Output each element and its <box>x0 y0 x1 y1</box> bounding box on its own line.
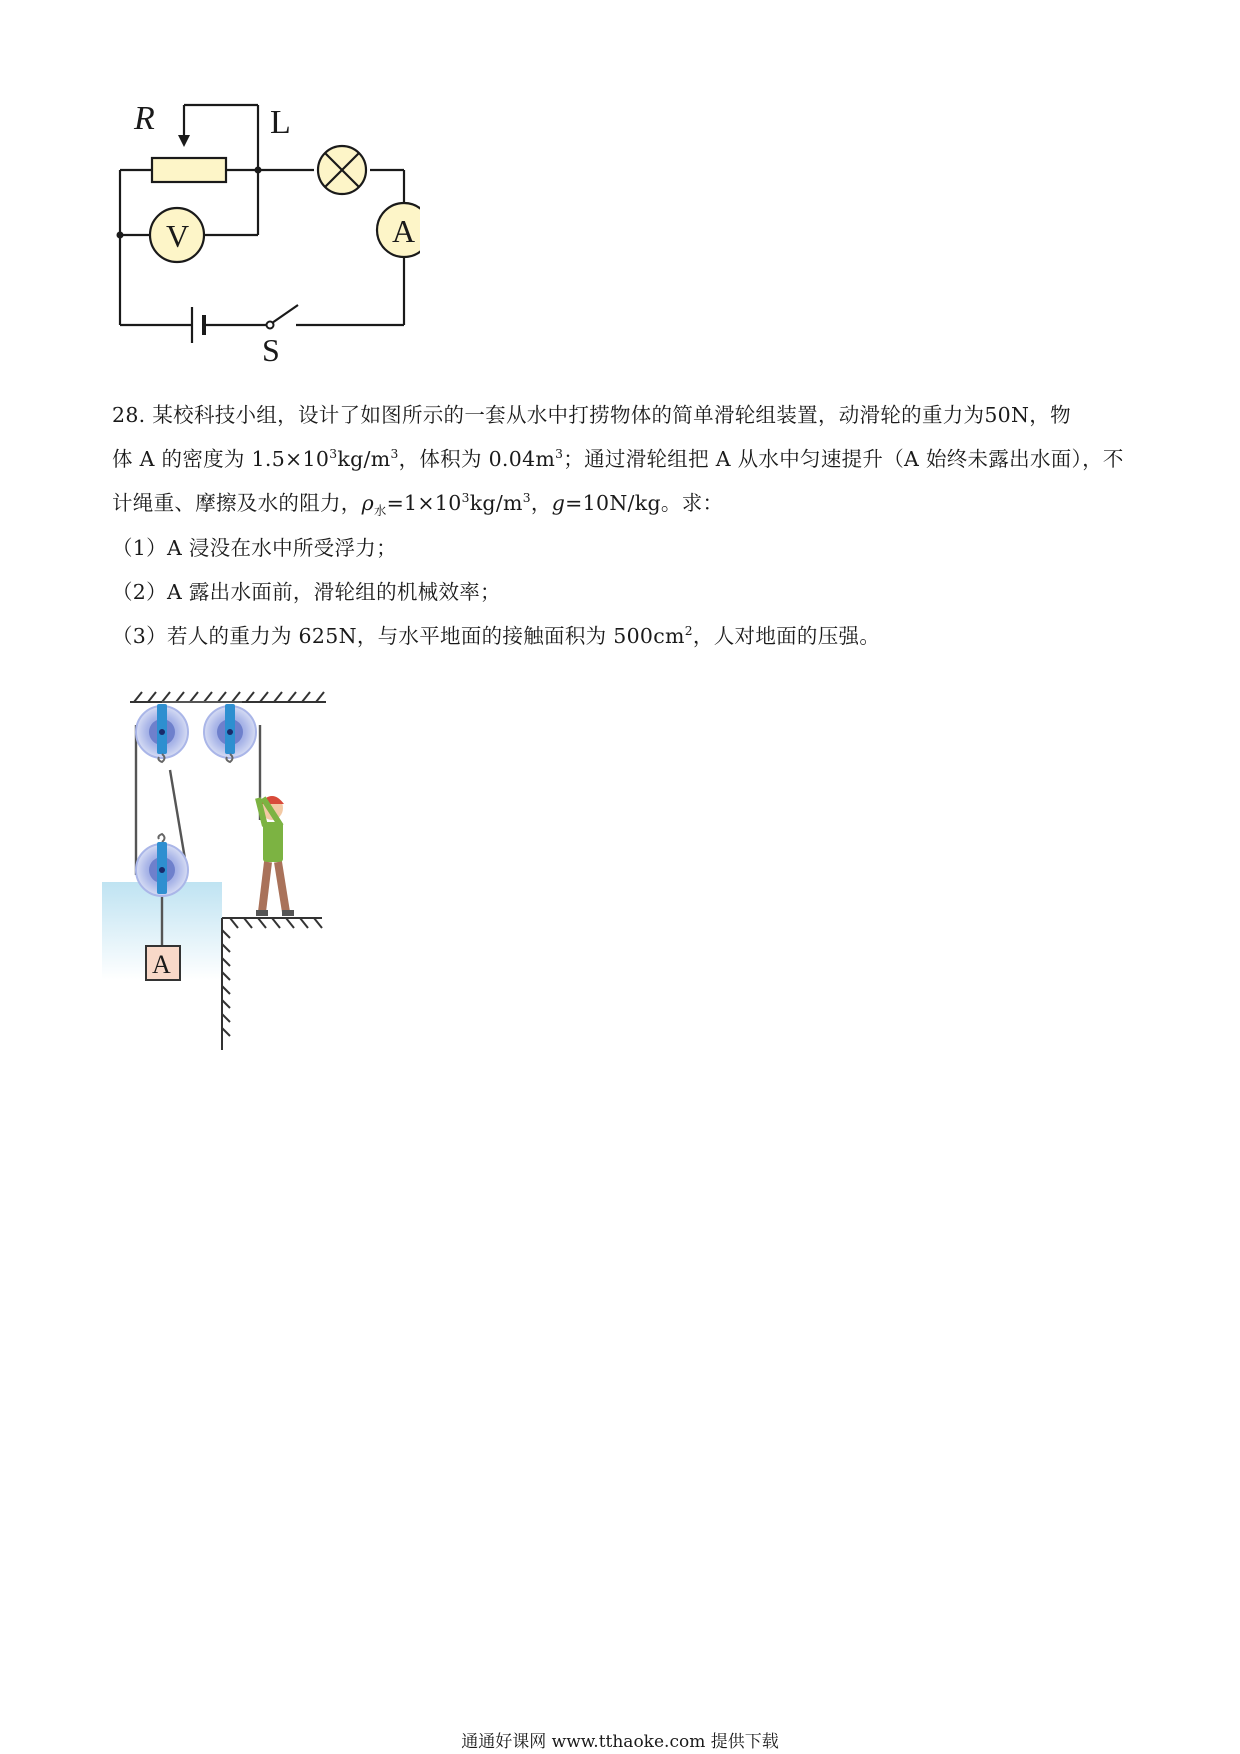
text-frag: （3）若人的重力为 625N，与水平地面的接触面积为 500cm <box>112 624 685 648</box>
text-frag: ， <box>530 491 552 515</box>
label-s: S <box>262 332 280 368</box>
text-frag: kg/m <box>469 491 523 515</box>
question-line-1 <box>112 398 1071 428</box>
label-a: A <box>392 213 416 249</box>
label-l: L <box>270 104 291 141</box>
sub-question-2: （2）A 露出水面前，滑轮组的机械效率； <box>112 580 501 604</box>
pulley-diagram <box>100 680 360 1080</box>
ceiling <box>130 692 326 702</box>
sub: 水 <box>373 504 387 519</box>
text-frag: ；通过滑轮组把 A 从水中匀速提升（A 始终未露出水面），不 <box>563 447 1124 471</box>
footer-text: 通通好课网 www.tthaoke.com 提供下载 <box>461 1732 779 1752</box>
question-line-3 <box>112 486 724 519</box>
text-frag: =10N/kg。求： <box>565 491 724 515</box>
fixed-pulley-icon <box>136 704 188 762</box>
text-frag: ，体积为 0.04m <box>398 447 556 471</box>
ground <box>222 918 322 1050</box>
circuit-diagram <box>100 95 420 375</box>
label-v: V <box>166 218 190 254</box>
question-line-2 <box>112 442 1124 472</box>
sup: 3 <box>329 447 338 462</box>
sub-question-3 <box>112 619 880 649</box>
lamp-icon <box>318 146 366 194</box>
sup: 3 <box>461 491 470 506</box>
text-frag: 计绳重、摩擦及水的阻力， <box>112 491 362 515</box>
movable-pulley-icon <box>136 834 188 896</box>
sup: 3 <box>390 447 399 462</box>
sup: 3 <box>522 491 531 506</box>
text-frag: ，人对地面的压强。 <box>692 624 881 648</box>
fixed-pulley-icon <box>204 704 256 762</box>
text-frag: 体 A 的密度为 1.5×10 <box>112 447 330 471</box>
question-number: 28. <box>112 403 146 427</box>
text-frag: kg/m <box>337 447 391 471</box>
rho-symbol: ρ <box>361 491 374 515</box>
sup: 2 <box>684 624 693 639</box>
sub-question-1: （1）A 浸没在水中所受浮力； <box>112 536 397 560</box>
label-r: R <box>134 100 155 137</box>
block-a-label: A <box>152 950 171 979</box>
question-28 <box>112 398 1142 688</box>
sup: 3 <box>555 447 564 462</box>
rheostat <box>152 158 226 182</box>
text-frag: =1×10 <box>386 491 462 515</box>
person-icon <box>256 796 294 916</box>
question-text-1: 某校科技小组，设计了如图所示的一套从水中打捞物体的简单滑轮组装置，动滑轮的重力为50N，物 <box>152 403 1071 427</box>
g-symbol: g <box>551 491 566 515</box>
